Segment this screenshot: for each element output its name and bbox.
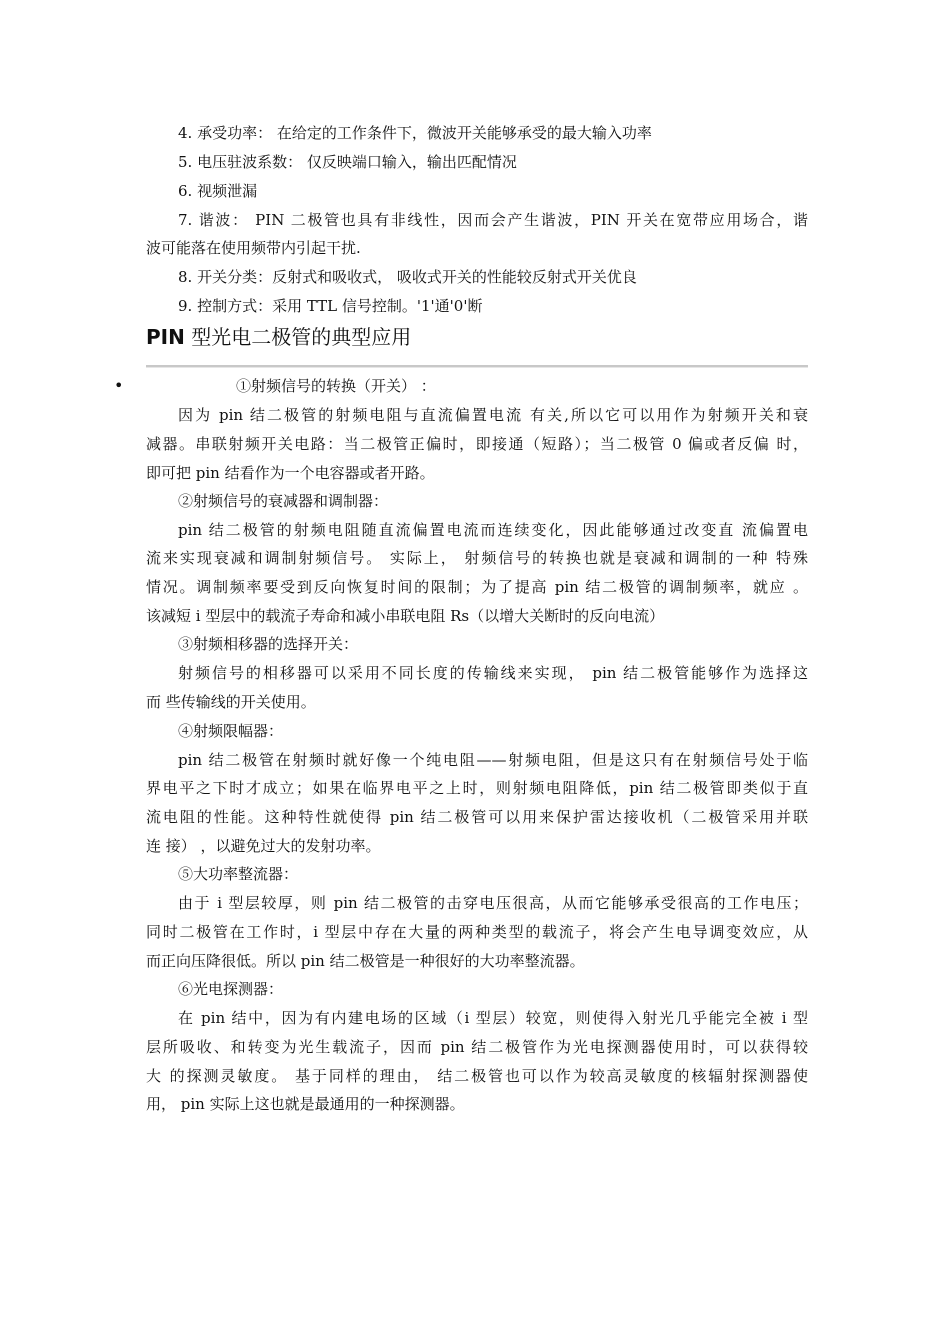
list-item: 9. 控制方式：采用 TTL 信号控制。'1'通'0'断: [178, 297, 483, 315]
paragraph-line: 层所吸收、和转变为光生载流子，因而 pin 结二极管作为光电探测器使用时，可以获得较: [146, 1038, 808, 1056]
subheading: ⑤大功率整流器：: [178, 865, 299, 883]
bullet-marker: •: [114, 376, 124, 395]
subheading: ①射频信号的转换（开关） ：: [236, 377, 436, 395]
paragraph-line: 流电阻的性能。这种特性就使得 pin 结二极管可以用来保护雷达接收机（二极管采用并联: [146, 808, 808, 826]
paragraph-line: 同时二极管在工作时，i 型层中存在大量的两种类型的载流子，将会产生电导调变效应，从: [146, 923, 808, 941]
section-divider: [146, 365, 808, 368]
paragraph-line: 用， pin 实际上这也就是最通用的一种探测器。: [146, 1095, 465, 1113]
paragraph-line: 射频信号的相移器可以采用不同长度的传输线来实现， pin 结二极管能够作为选择这: [178, 664, 808, 682]
section-title-rest: 型光电二极管的典型应用: [184, 325, 412, 349]
paragraph-line: 连 接） ，以避免过大的发射功率。: [146, 837, 381, 855]
paragraph-line: 减器。串联射频开关电路：当二极管正偏时，即接通（短路）；当二极管 0 偏或者反偏 时，: [146, 435, 808, 453]
paragraph-line: 流来实现衰减和调制射频信号。 实际上， 射频信号的转换也就是衰减和调制的一种 特殊: [146, 549, 808, 567]
paragraph-line: 而正向压降很低。所以 pin 结二极管是一种很好的大功率整流器。: [146, 952, 585, 970]
paragraph-line: pin 结二极管的射频电阻随直流偏置电流而连续变化，因此能够通过改变直 流偏置电: [178, 521, 808, 539]
section-title: [146, 324, 411, 350]
list-item: 8. 开关分类：反射式和吸收式， 吸收式开关的性能较反射式开关优良: [178, 268, 637, 286]
paragraph-line: 界电平之下时才成立；如果在临界电平之上时，则射频电阻降低，pin 结二极管即类似于直: [146, 779, 808, 797]
list-item: 7. 谐波： PIN 二极管也具有非线性，因而会产生谐波，PIN 开关在宽带应用场合，谐: [178, 211, 808, 229]
paragraph-line: 因为 pin 结二极管的射频电阻与直流偏置电流 有关,所以它可以用作为射频开关和衰: [178, 406, 808, 424]
subheading: ③射频相移器的选择开关：: [178, 635, 359, 653]
list-item-continuation: 波可能落在使用频带内引起干扰.: [146, 239, 361, 257]
paragraph-line: 而 些传输线的开关使用。: [146, 693, 316, 711]
paragraph-line: 由于 i 型层较厚，则 pin 结二极管的击穿电压很高，从而它能够承受很高的工作电压；: [178, 894, 808, 912]
paragraph-line: pin 结二极管在射频时就好像一个纯电阻——射频电阻，但是这只有在射频信号处于临: [178, 751, 808, 769]
subheading: ⑥光电探测器：: [178, 980, 284, 998]
subheading: ②射频信号的衰减器和调制器：: [178, 492, 389, 510]
list-item: 6. 视频泄漏: [178, 182, 258, 200]
paragraph-line: 该减短 i 型层中的载流子寿命和减小串联电阻 Rs（以增大关断时的反向电流）: [146, 607, 665, 625]
subheading: ④射频限幅器：: [178, 722, 284, 740]
paragraph-line: 大 的探测灵敏度。 基于同样的理由， 结二极管也可以作为较高灵敏度的核辐射探测器使: [146, 1067, 808, 1085]
paragraph-line: 情况。调制频率要受到反向恢复时间的限制；为了提高 pin 结二极管的调制频率，就应 。: [146, 578, 808, 596]
section-title-prefix: PIN: [146, 325, 185, 349]
paragraph-line: 在 pin 结中，因为有内建电场的区域（i 型层）较宽，则使得入射光几乎能完全被 i 型: [178, 1009, 808, 1027]
paragraph-line: 即可把 pin 结看作为一个电容器或者开路。: [146, 464, 435, 482]
list-item: 5. 电压驻波系数： 仅反映端口输入，输出匹配情况: [178, 153, 517, 171]
list-item: 4. 承受功率： 在给定的工作条件下，微波开关能够承受的最大输入功率: [178, 124, 652, 142]
